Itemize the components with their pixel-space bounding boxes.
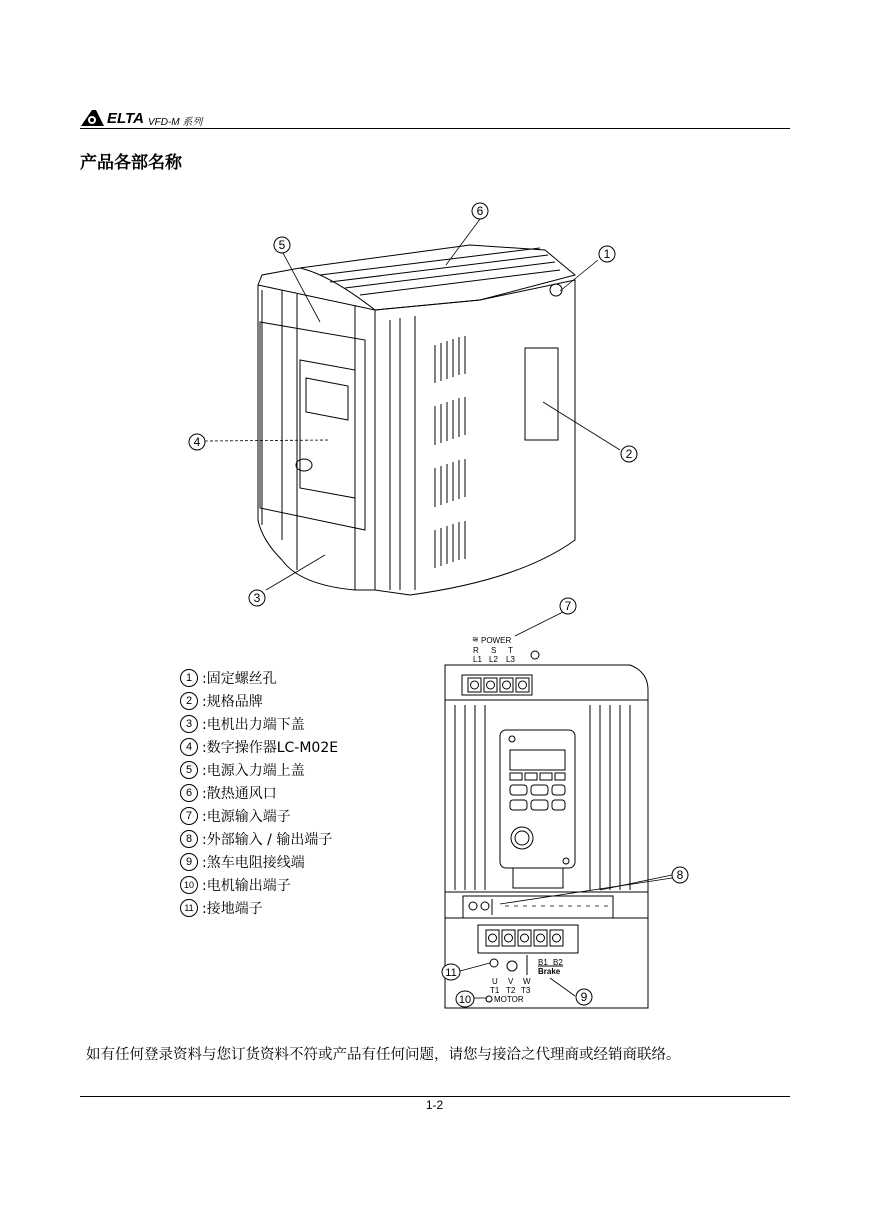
- legend-label: :数字操作器LC-M02E: [202, 739, 339, 756]
- label-v: V: [508, 977, 514, 986]
- legend-number: 4: [180, 738, 198, 756]
- series-label: VFD-M 系列: [147, 116, 203, 128]
- contact-note: 如有任何登录资料与您订货资料不符或产品有任何问题，请您与接洽之代理商或经销商联络。: [86, 1047, 681, 1063]
- svg-text:4: 4: [193, 435, 201, 449]
- legend-label: :散热通风口: [202, 785, 277, 802]
- svg-text:11: 11: [445, 967, 457, 979]
- legend-item: [180, 666, 338, 689]
- legend-label: :煞车电阻接线端: [202, 854, 305, 871]
- label-r: R: [473, 646, 479, 655]
- label-s: S: [491, 646, 497, 655]
- label-t3: T3: [521, 986, 531, 995]
- legend-number: 6: [180, 784, 198, 802]
- legend-number: 2: [180, 692, 198, 710]
- callout-8: [671, 866, 689, 884]
- svg-text:9: 9: [580, 990, 588, 1004]
- label-w: W: [523, 977, 531, 986]
- label-t2: T2: [506, 986, 516, 995]
- callout-7: [559, 597, 577, 615]
- legend-number: 11: [180, 899, 198, 917]
- legend-item: [180, 689, 338, 712]
- footer-rule: [80, 1096, 790, 1097]
- legend-label: :电源入力端上盖: [202, 762, 305, 779]
- label-b2: B2: [553, 958, 563, 967]
- legend-label: :规格品牌: [202, 693, 263, 710]
- legend-number: 7: [180, 807, 198, 825]
- legend-item: [180, 896, 338, 919]
- label-brake: Brake: [538, 967, 561, 976]
- label-l1: L1: [473, 655, 482, 664]
- label-t1: T1: [490, 986, 500, 995]
- legend-item: [180, 850, 338, 873]
- svg-text:6: 6: [476, 204, 484, 218]
- page-title: 产品各部名称: [80, 153, 182, 173]
- svg-text:1: 1: [603, 247, 611, 261]
- label-b1: B1: [538, 958, 548, 967]
- svg-text:3: 3: [253, 591, 261, 605]
- callout-10: [455, 990, 475, 1008]
- legend-label: :电机出力端下盖: [202, 716, 305, 733]
- legend-item: [180, 712, 338, 735]
- legend-item: [180, 873, 338, 896]
- page-number: 1-2: [425, 1098, 444, 1112]
- legend-item: [180, 804, 338, 827]
- legend-item: [180, 758, 338, 781]
- legend-number: 1: [180, 669, 198, 687]
- legend-label: :电机输出端子: [202, 877, 291, 894]
- callout-9: [575, 988, 593, 1006]
- callout-11: [441, 963, 461, 981]
- legend-number: 3: [180, 715, 198, 733]
- legend-label: :接地端子: [202, 900, 263, 917]
- svg-text:5: 5: [278, 238, 286, 252]
- legend-number: 5: [180, 761, 198, 779]
- label-l3: L3: [506, 655, 515, 664]
- svg-text:8: 8: [676, 868, 684, 882]
- label-motor: MOTOR: [494, 995, 524, 1004]
- legend-item: [180, 827, 338, 850]
- power-label: POWER: [481, 636, 512, 645]
- svg-text:2: 2: [625, 447, 633, 461]
- brand-name: ELTA: [107, 109, 144, 127]
- label-t: T: [508, 646, 513, 655]
- label-l2: L2: [489, 655, 498, 664]
- legend-number: 8: [180, 830, 198, 848]
- svg-text:7: 7: [564, 599, 572, 613]
- legend-number: 10: [180, 876, 198, 894]
- legend-label: :固定螺丝孔: [202, 670, 277, 687]
- legend-label: :外部输入 / 输出端子: [202, 831, 333, 848]
- legend-label: :电源输入端子: [202, 808, 291, 825]
- legend-item: [180, 781, 338, 804]
- svg-text:10: 10: [458, 994, 472, 1006]
- label-u: U: [492, 977, 498, 986]
- legend-number: 9: [180, 853, 198, 871]
- parts-legend: [180, 666, 338, 919]
- legend-item: [180, 735, 338, 758]
- power-wave-icon: ≋: [472, 635, 479, 644]
